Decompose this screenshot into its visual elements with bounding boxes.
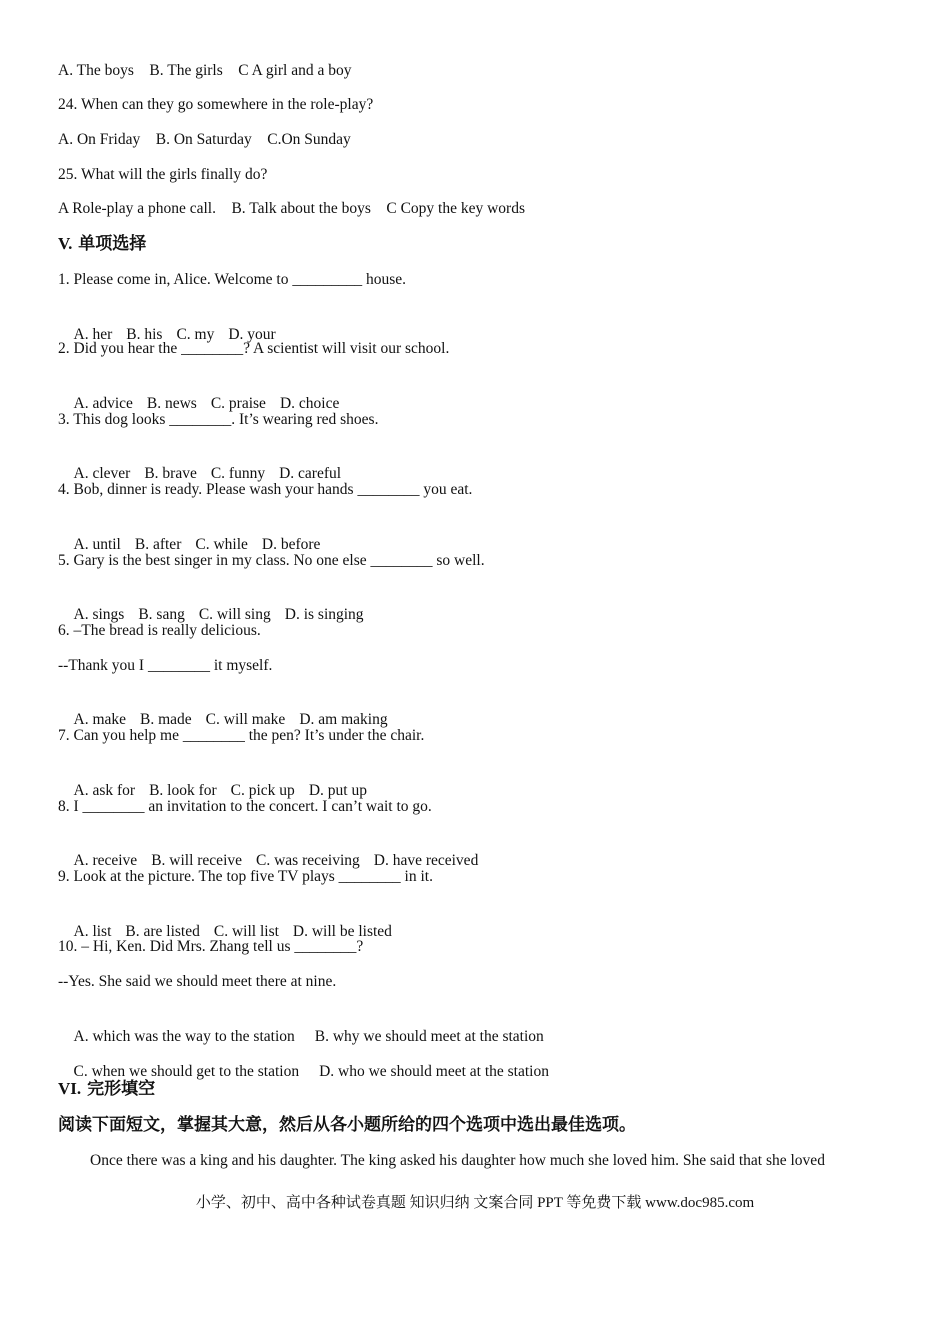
option: A. which was the way to the station <box>73 1028 295 1045</box>
question-3-stem: 3. This dog looks ________. It’s wearing red shoes. <box>58 411 379 428</box>
section5-number: V. <box>58 234 73 253</box>
option: D. who we should meet at the station <box>319 1063 549 1080</box>
option: A. make <box>73 711 127 728</box>
question-9-stem: 9. Look at the picture. The top five TV plays ________ in it. <box>58 868 433 885</box>
option: C. pick up <box>230 782 295 799</box>
option: A. sings <box>73 606 125 623</box>
q25-stem: 25. What will the girls finally do? <box>58 166 268 183</box>
question-8-stem: 8. I ________ an invitation to the concert. I can’t wait to go. <box>58 798 432 815</box>
option: C. my <box>176 326 215 343</box>
option: C. was receiving <box>256 852 360 869</box>
option: B. his <box>126 326 163 343</box>
section6-number: VI. <box>58 1079 82 1098</box>
option: A. her <box>73 326 113 343</box>
footer: 小学、初中、高中各种试卷真题 知识归纳 文案合同 PPT 等免费下载 www.doc985.com <box>195 1195 755 1211</box>
option: D. have received <box>373 852 479 869</box>
option: B. sang <box>138 606 185 623</box>
option: C. when we should get to the station <box>73 1063 300 1080</box>
question-4-stem: 4. Bob, dinner is ready. Please wash your hands ________ you eat. <box>58 481 473 498</box>
option: A. until <box>73 536 121 553</box>
option: A. ask for <box>73 782 136 799</box>
option: A. clever <box>73 465 131 482</box>
q24-stem: 24. When can they go somewhere in the role-play? <box>58 96 374 113</box>
option: C. will sing <box>198 606 271 623</box>
option: A. list <box>73 923 112 940</box>
option: D. your <box>228 326 276 343</box>
q25-options: A Role-play a phone call. B. Talk about the boys C Copy the key words <box>58 200 526 217</box>
question-10-stem: 10. – Hi, Ken. Did Mrs. Zhang tell us ________? <box>58 938 364 955</box>
option: B. why we should meet at the station <box>314 1028 544 1045</box>
option: D. before <box>261 536 321 553</box>
option: D. put up <box>308 782 367 799</box>
question-1-stem: 1. Please come in, Alice. Welcome to _________ house. <box>58 271 407 288</box>
q24-options: A. On Friday B. On Saturday C.On Sunday <box>58 131 351 148</box>
section6-instruction: 阅读下面短文，掌握其大意，然后从各小题所给的四个选项中选出最佳选项。 <box>58 1115 636 1135</box>
question-6-reply: --Thank you I ________ it myself. <box>58 657 273 674</box>
option: C. praise <box>210 395 266 412</box>
section6-heading <box>58 1079 155 1099</box>
option: C. will make <box>205 711 286 728</box>
question-5-stem: 5. Gary is the best singer in my class. No one else ________ so well. <box>58 552 485 569</box>
option: C. while <box>195 536 248 553</box>
question-7-stem: 7. Can you help me ________ the pen? It’s under the chair. <box>58 727 425 744</box>
option: D. will be listed <box>292 923 392 940</box>
passage-first-line: Once there was a king and his daughter. The king asked his daughter how much she loved him. She said that she loved <box>90 1152 825 1169</box>
option: C. will list <box>213 923 279 940</box>
option: B. are listed <box>125 923 200 940</box>
option: D. choice <box>279 395 340 412</box>
option: D. careful <box>279 465 342 482</box>
option: B. news <box>146 395 197 412</box>
option: B. brave <box>144 465 197 482</box>
option: A. receive <box>73 852 138 869</box>
question-2-stem: 2. Did you hear the ________? A scientist will visit our school. <box>58 340 450 357</box>
option: B. will receive <box>151 852 243 869</box>
option: C. funny <box>210 465 266 482</box>
section5-title: 单项选择 <box>78 234 147 254</box>
question-10-reply: --Yes. She said we should meet there at nine. <box>58 973 337 990</box>
option: D. is singing <box>284 606 364 623</box>
question-6-stem: 6. –The bread is really delicious. <box>58 622 261 639</box>
option: D. am making <box>299 711 388 728</box>
option: B. after <box>134 536 182 553</box>
section6-title: 完形填空 <box>87 1079 156 1099</box>
option: B. look for <box>149 782 217 799</box>
option: B. made <box>140 711 192 728</box>
q23-options: A. The boys B. The girls C A girl and a boy <box>58 62 352 79</box>
option: A. advice <box>73 395 133 412</box>
section5-heading <box>58 234 146 254</box>
